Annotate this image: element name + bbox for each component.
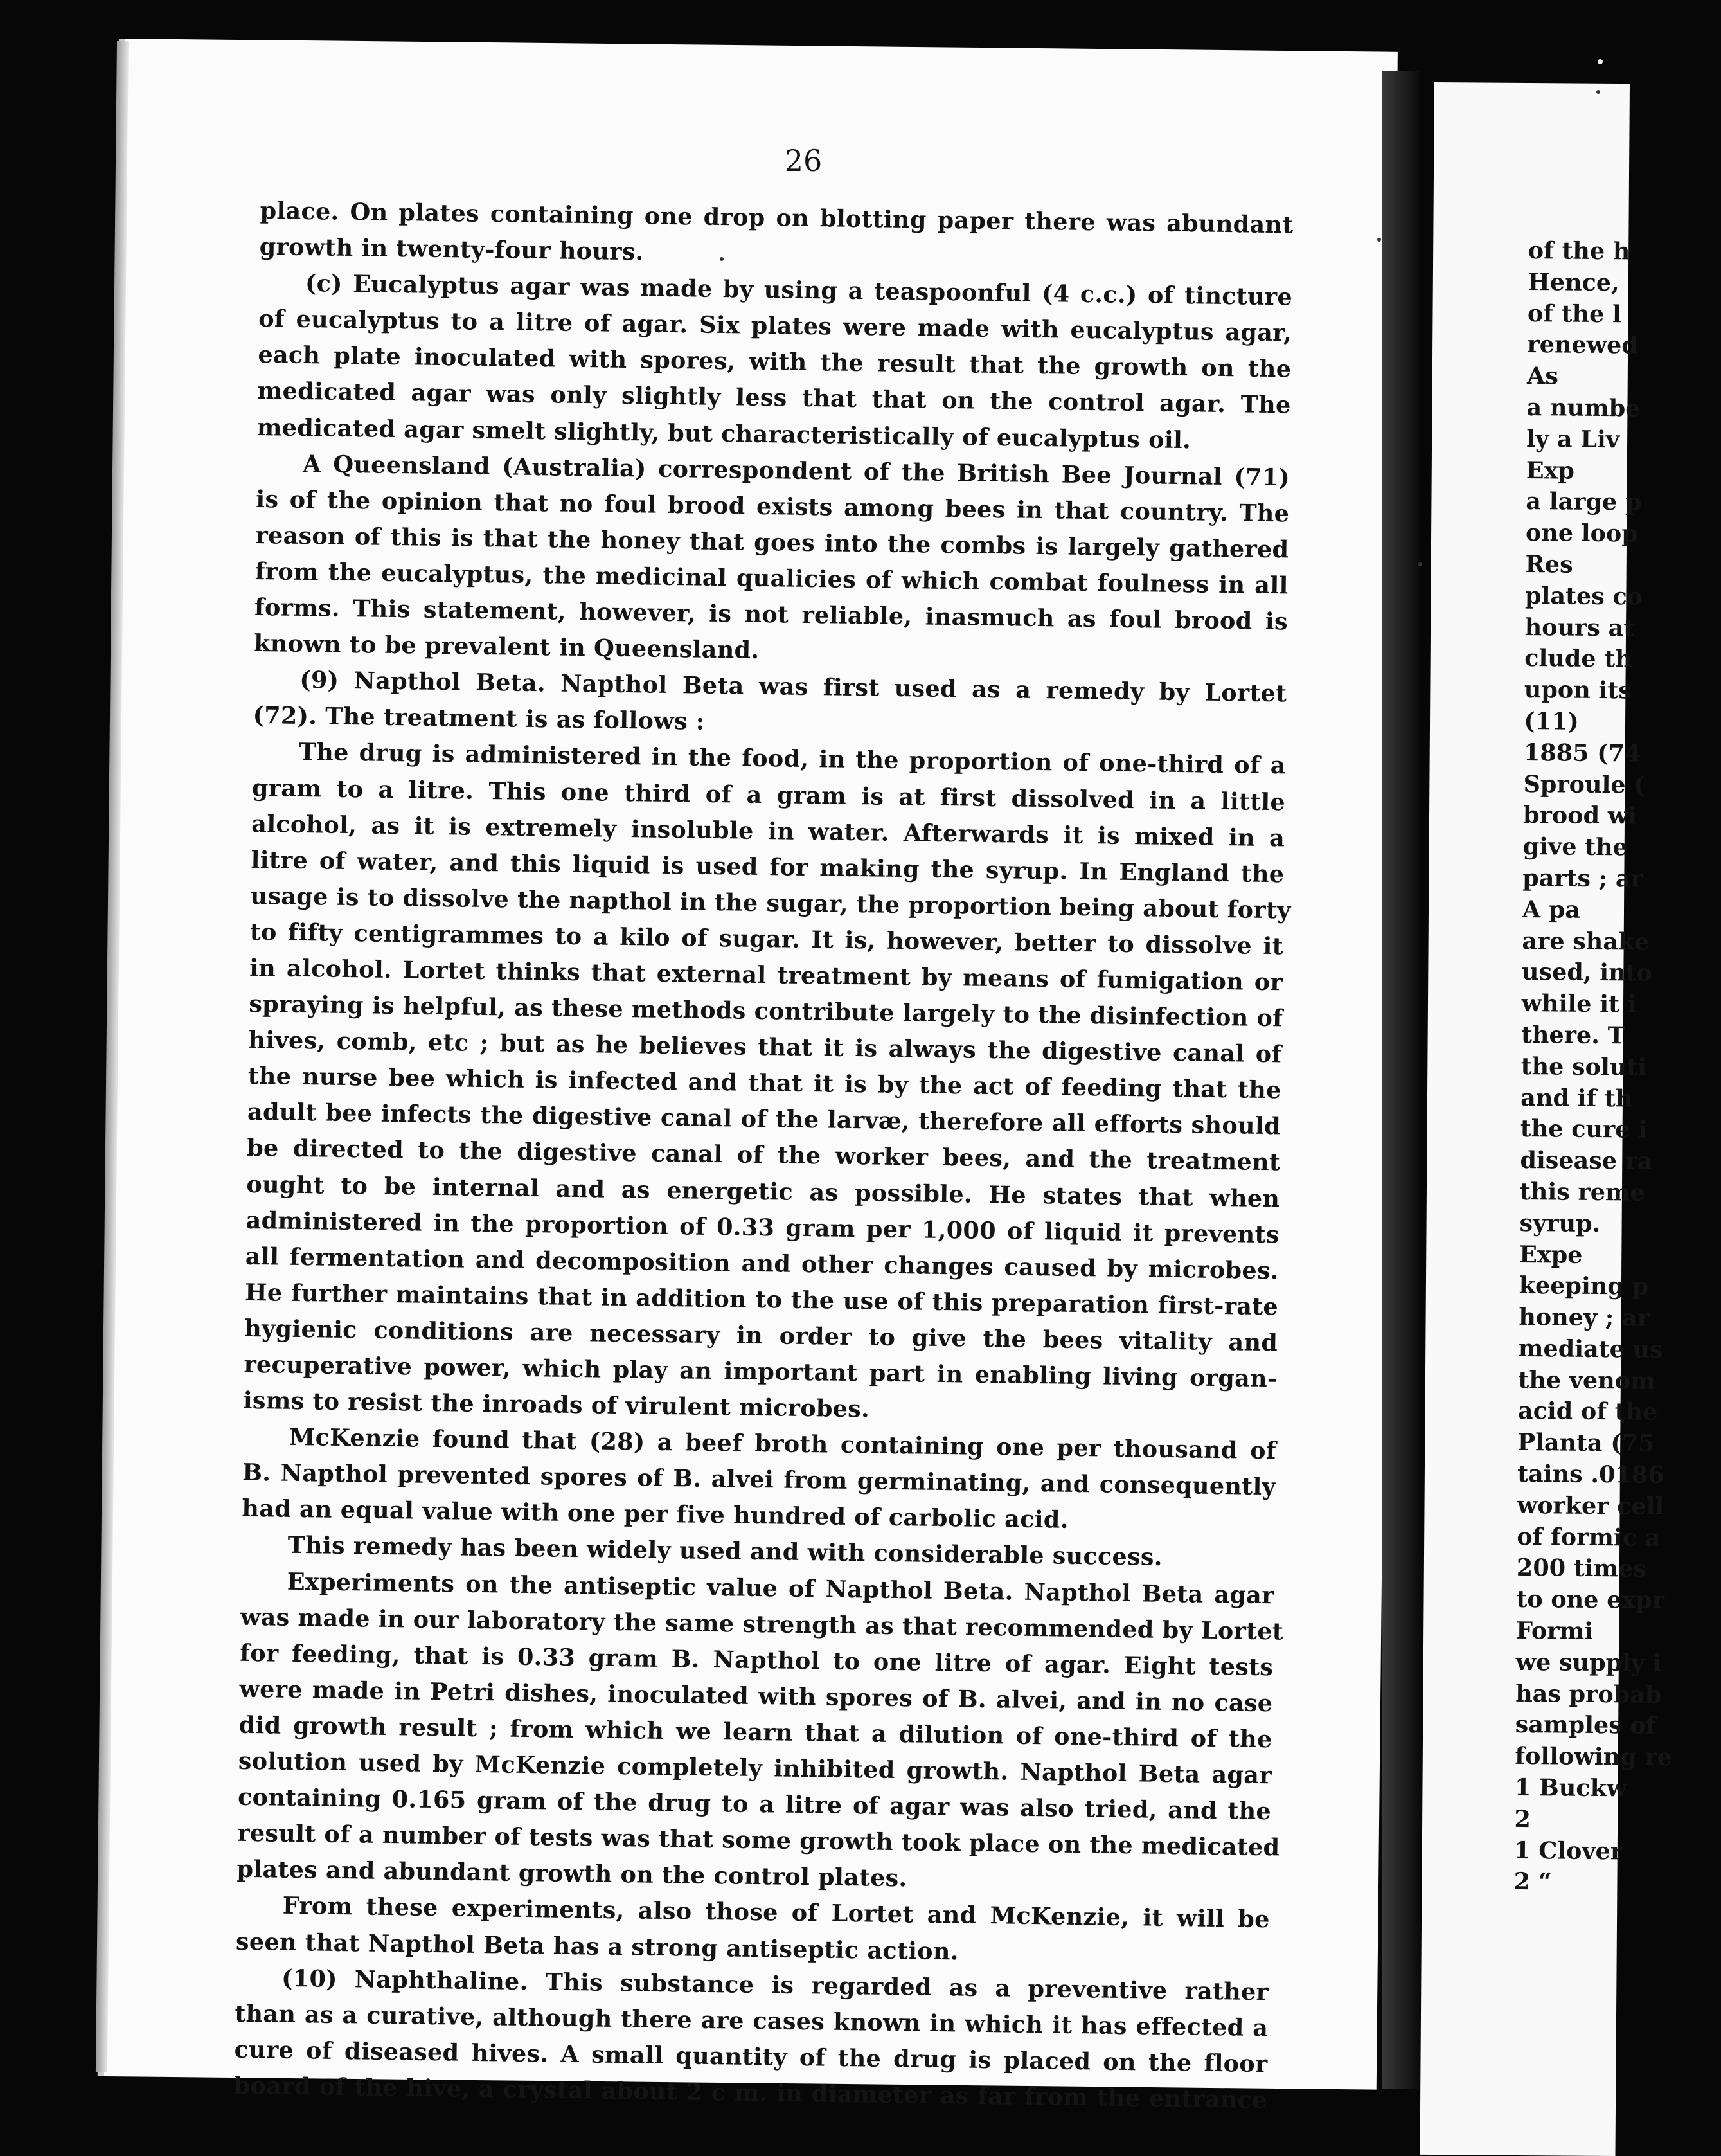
facing-text-line: of the h — [1528, 236, 1630, 265]
scan-speck — [1377, 238, 1381, 242]
facing-text-line: 2 — [1514, 1804, 1531, 1833]
text-line: cure of diseased hives. A small quantity of the drug is placed on the floor — [234, 2035, 1268, 2078]
text-line: hygienic conditions are necessary in order to give the bees vitality and — [244, 1314, 1278, 1357]
facing-text-line: samples of — [1515, 1711, 1656, 1740]
text-line: be directed to the digestive canal of the worker bees, and the treatment — [246, 1134, 1281, 1176]
facing-text-line: 1 Clover — [1513, 1836, 1623, 1865]
page-gutter-shadow — [1382, 71, 1420, 2089]
scan-speck — [1596, 90, 1600, 94]
scan-speck — [1418, 562, 1422, 566]
text-line: in alcohol. Lortet thinks that external treatment by means of fumigation or — [249, 953, 1283, 996]
text-line: all fermentation and decomposition and other changes caused by microbes. — [245, 1242, 1280, 1285]
text-line: McKenzie found that (28) a beef broth containing one per thousand of — [289, 1423, 1277, 1465]
facing-text-line: disease ra — [1520, 1146, 1653, 1175]
text-line: from the eucalyptus, the medicinal qualicies of which combat foulness in all — [254, 557, 1289, 600]
facing-text-line: 200 times — [1516, 1554, 1647, 1583]
text-line: known to be prevalent in Queensland. — [253, 629, 760, 665]
text-line: solution used by McKenzie completely inhibited growth. Napthol Beta agar — [238, 1747, 1272, 1790]
text-line: growth in twenty-four hours. — [259, 233, 644, 266]
facing-page-text — [1513, 235, 1721, 1900]
facing-text-line: Expe — [1519, 1240, 1583, 1269]
facing-text-line: there. T — [1520, 1020, 1625, 1050]
text-line: to fifty centigrammes to a kilo of sugar. It is, however, better to dissolve it — [249, 917, 1284, 960]
facing-text-line: 1 Buckw — [1514, 1773, 1627, 1802]
facing-text-line: the soluti — [1520, 1052, 1647, 1081]
text-line: B. Napthol prevented spores of B. alvei from germinating, and consequently — [242, 1459, 1276, 1501]
text-line: gram to a litre. This one third of a gram is at first dissolved in a little — [251, 773, 1286, 816]
facing-text-line: are shake — [1522, 926, 1650, 956]
text-line: the nurse bee which is infected and that it is by the act of feeding that the — [247, 1062, 1281, 1104]
text-line: for feeding, that is 0.33 gram B. Napthol to one litre of agar. Eight tests — [239, 1639, 1274, 1681]
facing-text-line: honey ; ar — [1519, 1303, 1650, 1332]
facing-text-line: brood wi — [1522, 801, 1637, 830]
text-line: spraying is helpful, as these methods contribute largely to the disinfection of — [249, 989, 1283, 1032]
body-text — [233, 193, 1293, 2118]
facing-text-line: parts ; ar — [1522, 863, 1644, 893]
text-line: (10) Naphthaline. This substance is regarded as a preventive rather — [281, 1964, 1269, 2006]
facing-text-line: 2 “ — [1513, 1867, 1552, 1896]
facing-text-line: hours at — [1524, 613, 1635, 642]
text-line: medicated agar was only slightly less that that on the control agar. The — [257, 377, 1291, 419]
facing-text-line: renewed — [1527, 330, 1639, 359]
facing-text-line: keeping p — [1519, 1271, 1649, 1300]
facing-text-line: A pa — [1522, 895, 1581, 924]
text-line: This remedy has been widely used and with considerable success. — [287, 1531, 1163, 1572]
text-line: result of a number of tests was that some growth took place on the medicated — [237, 1819, 1280, 1862]
text-line: was made in our laboratory the same strength as that recommended by Lortet — [240, 1603, 1284, 1646]
text-line: were made in Petri dishes, inoculated with spores of B. alvei, and in no case — [239, 1675, 1273, 1718]
text-line: ought to be internal and as energetic as possible. He states that when — [246, 1170, 1280, 1212]
facing-text-line: acid of the — [1517, 1397, 1658, 1426]
facing-text-line: one loop — [1525, 519, 1639, 548]
text-line: containing 0.165 gram of the drug to a litre of agar was also tried, and the — [237, 1783, 1272, 1826]
text-line: recuperative power, which play an important part in enabling living organ- — [244, 1350, 1278, 1393]
facing-text-line: Formi — [1515, 1616, 1594, 1646]
text-line: A Queensland (Australia) correspondent of the British Bee Journal (71) — [302, 449, 1290, 492]
text-line: seen that Napthol Beta has a strong antiseptic action. — [235, 1927, 959, 1965]
text-line: than as a curative, although there are cases known in which it has effected a — [235, 1999, 1269, 2042]
facing-text-line: mediate us — [1518, 1334, 1663, 1363]
facing-text-line: plates co — [1524, 581, 1643, 611]
facing-text-line: has probab — [1515, 1679, 1662, 1709]
text-line: is of the opinion that no foul brood exists among bees in that country. The — [256, 485, 1290, 528]
text-line: hives, comb, etc ; but as he believes that it is always the digestive canal of — [248, 1026, 1282, 1068]
facing-text-line: Hence, — [1528, 267, 1619, 297]
text-line: forms. This statement, however, is not reliable, inasmuch as foul brood is — [254, 593, 1289, 636]
text-line: From these experiments, also those of Lortet and McKenzie, it will be — [282, 1892, 1270, 1934]
facing-text-line: Planta (75 — [1517, 1428, 1655, 1458]
text-line: administered in the proportion of 0.33 gram per 1,000 of liquid it prevents — [245, 1206, 1280, 1248]
facing-text-line: Sproule ( — [1523, 769, 1645, 799]
text-line: place. On plates containing one drop on blotting paper there was abundant — [260, 196, 1294, 239]
facing-text-line: to one expr — [1516, 1585, 1665, 1615]
facing-text-line: we supply i — [1515, 1648, 1662, 1677]
facing-text-line: ly a Liv — [1526, 424, 1620, 454]
text-line: (72). The treatment is as follows : — [253, 701, 705, 736]
facing-text-line: (11) — [1524, 706, 1579, 735]
text-line: reason of this is that the honey that goes into the combs is largely gathered — [255, 521, 1289, 564]
text-line: isms to resist the inroads of virulent microbes. — [243, 1386, 870, 1423]
facing-text-line: this reme — [1519, 1177, 1646, 1207]
text-line: medicated agar smelt slightly, but characteristically of eucalyptus oil. — [256, 413, 1191, 454]
facing-text-line: tains .0186 — [1517, 1460, 1664, 1489]
text-line: The drug is administered in the food, in the proportion of one-third of a — [298, 738, 1287, 780]
facing-text-line: syrup. — [1519, 1208, 1601, 1237]
facing-text-line: clude th — [1524, 644, 1632, 673]
facing-text-line: and if th — [1520, 1083, 1633, 1112]
scan-speck — [1598, 59, 1603, 64]
text-line: did growth result ; from which we learn that a dilution of one-third of the — [238, 1711, 1272, 1754]
facing-text-line: of the l — [1527, 299, 1622, 328]
facing-text-line: Res — [1525, 550, 1573, 579]
facing-text-line: while it i — [1521, 989, 1637, 1018]
text-line: adult bee infects the digestive canal of the larvæ, therefore all efforts should — [247, 1098, 1281, 1140]
facing-text-line: the cure i — [1520, 1115, 1648, 1144]
text-line: of eucalyptus to a litre of agar. Six plates were made with eucalyptus agar, — [258, 305, 1292, 347]
text-line: had an equal value with one per five hundred of carbolic acid. — [242, 1495, 1069, 1534]
facing-text-line: of formic a — [1517, 1522, 1661, 1552]
text-line: plates and abundant growth on the control plates. — [236, 1855, 907, 1892]
facing-text-line: As — [1526, 362, 1559, 390]
facing-text-line: a large p — [1526, 487, 1642, 516]
facing-text-line: following re — [1515, 1742, 1673, 1772]
facing-text-line: the venom — [1518, 1365, 1655, 1395]
text-line: alcohol, as it is extremely insoluble in water. Afterwards it is mixed in a — [251, 809, 1285, 852]
text-line: (c) Eucalyptus agar was made by using a teaspoonful (4 c.c.) of tincture — [305, 269, 1293, 311]
facing-text-line: give the — [1522, 832, 1628, 861]
facing-text-line: used, into — [1521, 958, 1653, 987]
facing-text-line: a numbe — [1526, 393, 1641, 422]
text-line: each plate inoculated with spores, with the result that the growth on the — [258, 341, 1292, 383]
text-line: board of the hive, a crystal about 2 c m. in diameter as far from the entrance — [233, 2071, 1268, 2114]
facing-text-line: 1885 (74 — [1523, 738, 1641, 768]
text-line: usage is to dissolve the napthol in the sugar, the proportion being about forty — [250, 881, 1291, 924]
facing-text-line: Exp — [1526, 456, 1575, 485]
text-line: litre of water, and this liquid is used for making the syrup. In England the — [251, 845, 1285, 888]
facing-text-line: worker cell — [1517, 1491, 1664, 1520]
page-number: 26 — [784, 143, 823, 178]
text-line: He further maintains that in addition to the use of this preparation first-rate — [244, 1278, 1279, 1321]
text-line: (9) Napthol Beta. Napthol Beta was first used as a remedy by Lortet — [299, 666, 1287, 708]
facing-text-line: upon its — [1524, 676, 1632, 705]
text-line: Experiments on the antiseptic value of Napthol Beta. Napthol Beta agar — [287, 1567, 1274, 1609]
